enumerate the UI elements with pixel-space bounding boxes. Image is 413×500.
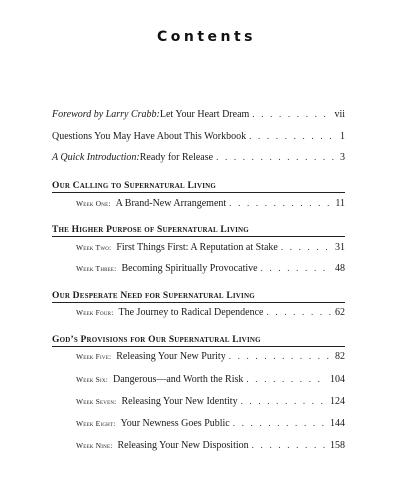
week-label: Week Six: [76,375,109,384]
week-label: Week Four: [76,308,114,317]
entry-page: 62 [335,307,345,318]
section-rule [52,346,345,347]
week-label: Week Three: [76,264,117,273]
toc-entry-week-nine[interactable] [76,438,345,452]
entry-title: Ready for Release [139,152,214,163]
page-title: Contents [156,29,257,45]
dot-leader [229,196,332,210]
dot-leader [241,394,327,408]
entry-title: Your Newness Goes Public [120,418,230,429]
toc-entry-questions[interactable] [52,129,345,143]
entry-page: 144 [330,418,345,429]
entry-title: Let Your Heart Dream [159,109,250,120]
toc-entry-week-four[interactable] [76,305,345,319]
toc-entry-week-five[interactable] [76,349,345,363]
entry-title: A Brand-New Arrangement [115,198,227,209]
section-rule [52,236,345,237]
entry-page: 48 [335,263,345,274]
dot-leader [281,240,332,254]
dot-leader [252,107,331,121]
section-heading: Our Calling to Supernatural Living [52,181,217,191]
dot-leader [266,305,332,319]
entry-page: 31 [335,242,345,253]
entry-title: The Journey to Radical Dependence [118,307,264,318]
entry-title: Becoming Spiritually Provocative [121,263,258,274]
dot-leader [216,150,337,164]
entry-title: Releasing Your New Disposition [117,440,249,451]
entry-title: Releasing Your New Purity [116,351,226,362]
entry-prefix: Foreword by Larry Crabb: [52,109,160,120]
week-label: Week Seven: [76,397,117,406]
toc-entry-week-eight[interactable] [76,416,345,430]
toc-entry-introduction[interactable] [52,150,345,164]
toc-entry-week-one[interactable] [76,196,345,210]
week-label: Week Nine: [76,441,113,450]
section-rule [52,192,345,193]
entry-page: 124 [330,396,345,407]
dot-leader [233,416,327,430]
week-label: Week Eight: [76,419,116,428]
dot-leader [252,438,327,452]
dot-leader [246,372,327,386]
entry-page: 1 [340,131,345,142]
entry-prefix: A Quick Introduction: [52,152,140,163]
section-rule [52,302,345,303]
toc-entry-week-six[interactable] [76,372,345,386]
entry-title: First Things First: A Reputation at Stake [116,242,278,253]
dot-leader [229,349,332,363]
entry-title: Questions You May Have About This Workbook [52,131,247,142]
week-label: Week Five: [76,352,112,361]
entry-page: vii [334,109,345,120]
toc-entry-week-seven[interactable] [76,394,345,408]
section-heading: Our Desperate Need for Supernatural Living [52,291,255,301]
section-heading: The Higher Purpose of Supernatural Living [52,225,249,235]
entry-title: Dangerous—and Worth the Risk [113,374,244,385]
entry-page: 82 [335,351,345,362]
week-label: Week Two: [76,243,112,252]
entry-page: 3 [340,152,345,163]
entry-page: 104 [330,374,345,385]
entry-page: 11 [335,198,345,209]
toc-entry-week-two[interactable] [76,240,345,254]
toc-entry-foreword[interactable] [52,107,345,121]
toc-entry-week-three[interactable] [76,261,345,275]
dot-leader [261,261,332,275]
entry-page: 158 [330,440,345,451]
entry-title: Releasing Your New Identity [121,396,238,407]
section-heading: God’s Provisions for Our Supernatural Living [52,335,261,345]
week-label: Week One: [76,199,111,208]
dot-leader [249,129,337,143]
